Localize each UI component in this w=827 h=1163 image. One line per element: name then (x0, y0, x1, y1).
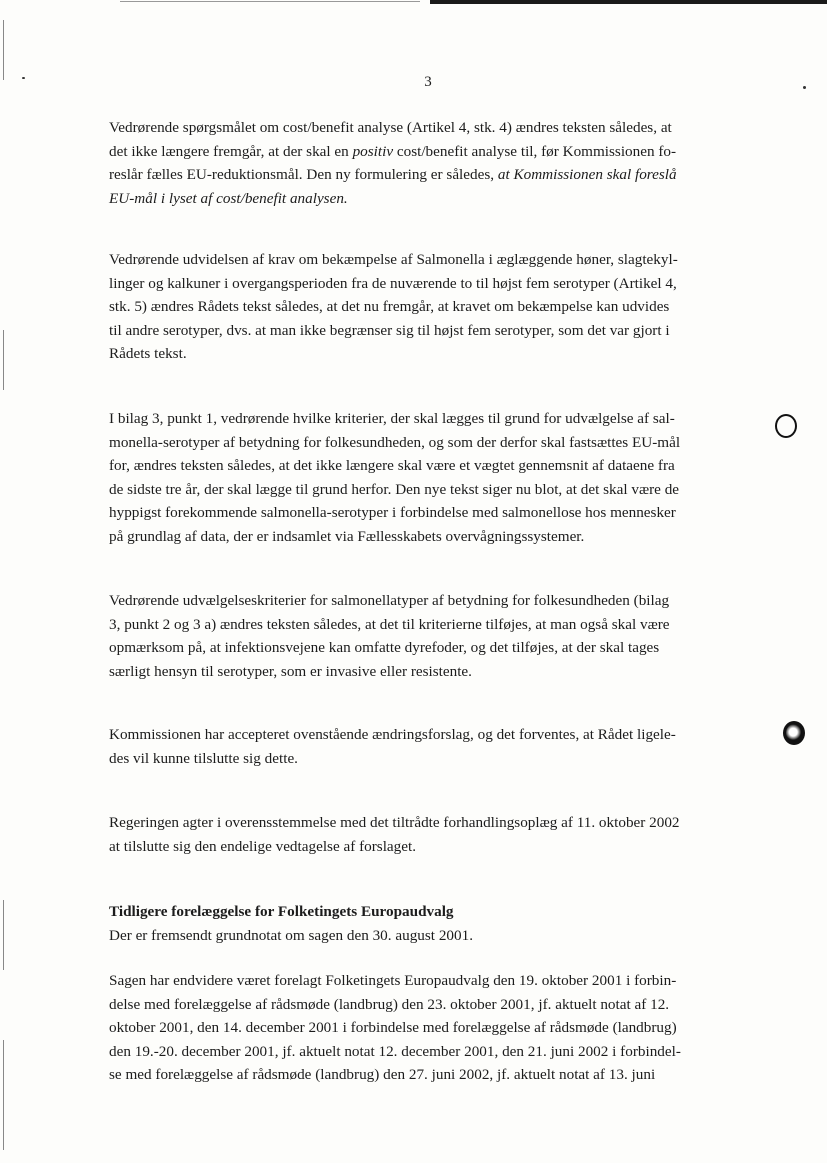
text-line: den 19.-20. december 2001, jf. aktuelt notat 12. december 2001, den 21. juni 2002 i forbindel- (109, 1042, 681, 1060)
paragraph-cost-benefit (109, 116, 745, 210)
paragraph-udvaelgelseskriterier (109, 589, 745, 683)
text-line: på grundlag af data, der er indsamlet via Fællesskabets overvågningssystemer. (109, 527, 585, 545)
section-intro: Der er fremsendt grundnotat om sagen den 30. august 2001. (109, 927, 473, 944)
text-line: til andre serotyper, dvs. at man ikke begrænser sig til højst fem serotyper, som det var gjort i (109, 321, 670, 339)
text-line: Kommissionen har accepteret ovenstående ændringsforslag, og det forventes, at Rådet ligele- (109, 726, 676, 743)
paragraph-regeringen (109, 811, 745, 858)
scan-margin-mark (3, 330, 4, 390)
text-line: for, ændres teksten således, at det ikke længere skal være et vægtet gennemsnit af dataene fra (109, 457, 675, 475)
scan-margin-mark (3, 900, 4, 970)
scan-edge-line (430, 0, 827, 4)
punch-hole-icon (775, 414, 797, 438)
text-line: EU-mål i lyset af cost/benefit analysen. (109, 189, 348, 207)
text-line: hyppigst forekommende salmonella-serotyper i forbindelse med salmonellose hos mennesker (109, 504, 676, 522)
text-line: linger og kalkuner i overgangsperioden fra de nuværende to til højst fem serotyper (Artikel 4, (109, 274, 677, 292)
text-line: opmærksom på, at infektionsvejene kan omfatte dyrefoder, og det tilføjes, at der skal tages (109, 639, 660, 657)
text-line: stk. 5) ændres Rådets tekst således, at det nu fremgår, at kravet om bekæmpelse kan udvides (109, 298, 670, 316)
text-line: se med forelæggelse af rådsmøde (landbrug) den 27. juni 2002, jf. aktuelt notat af 13. juni (109, 1066, 656, 1084)
text-line: Rådets tekst. (109, 345, 187, 363)
text-line: 3, punkt 2 og 3 a) ændres teksten således, at det til kriterierne tilføjes, at man også skal være (109, 615, 670, 633)
text-line: des vil kunne tilslutte sig dette. (109, 749, 298, 767)
text-line: delse med forelæggelse af rådsmøde (landbrug) den 23. oktober 2001, jf. aktuelt notat af 12. (109, 995, 670, 1013)
scan-margin-mark (3, 1040, 4, 1150)
text-line: Vedrørende udvidelsen af krav om bekæmpelse af Salmonella i æglæggende høner, slagtekyl- (109, 251, 678, 268)
text-line: reslår fælles EU-reduktionsmål. Den ny formulering er således, at Kommissionen skal foreslå (109, 166, 677, 184)
scan-edge-line (120, 1, 420, 2)
section-heading: Tidligere forelæggelse for Folketingets Europaudvalg (109, 903, 454, 920)
punch-hole-icon (783, 721, 805, 745)
text-line: Vedrørende spørgsmålet om cost/benefit analyse (Artikel 4, stk. 4) ændres teksten således, at (109, 119, 672, 136)
text-line: særligt hensyn til serotyper, som er invasive eller resistente. (109, 662, 472, 680)
text-line: Regeringen agter i overensstemmelse med det tiltrådte forhandlingsoplæg af 11. oktober 2002 (109, 814, 680, 831)
paragraph-europaudvalg-history (109, 969, 745, 1087)
text-line: monella-serotyper af betydning for folkesundheden, og som der derfor skal fastsættes EU-mål (109, 433, 681, 451)
text-line: de sidste tre år, der skal lægge til grund herfor. Den nye tekst siger nu blot, at det skal være de (109, 480, 680, 498)
text-line: at tilslutte sig den endelige vedtagelse af forslaget. (109, 837, 417, 855)
paragraph-bilag-3-punkt-1 (109, 407, 745, 549)
text-line: I bilag 3, punkt 1, vedrørende hvilke kriterier, der skal lægges til grund for udvælgelse af sal- (109, 410, 675, 427)
text-line: det ikke længere fremgår, at der skal en positiv cost/benefit analyse til, før Kommissionen fo- (109, 142, 677, 160)
page-number: 3 (424, 74, 432, 90)
paragraph-salmonella-serotypes (109, 248, 745, 366)
scan-margin-mark (3, 20, 4, 80)
text-line: Sagen har endvidere været forelagt Folketingets Europaudvalg den 19. oktober 2001 i forbin- (109, 972, 677, 989)
paragraph-kommissionen-accept (109, 723, 745, 770)
text-line: oktober 2001, den 14. december 2001 i forbindelse med forelæggelse af rådsmøde (landbrug) (109, 1019, 677, 1037)
text-line: Vedrørende udvælgelseskriterier for salmonellatyper af betydning for folkesundheden (bilag (109, 592, 670, 609)
